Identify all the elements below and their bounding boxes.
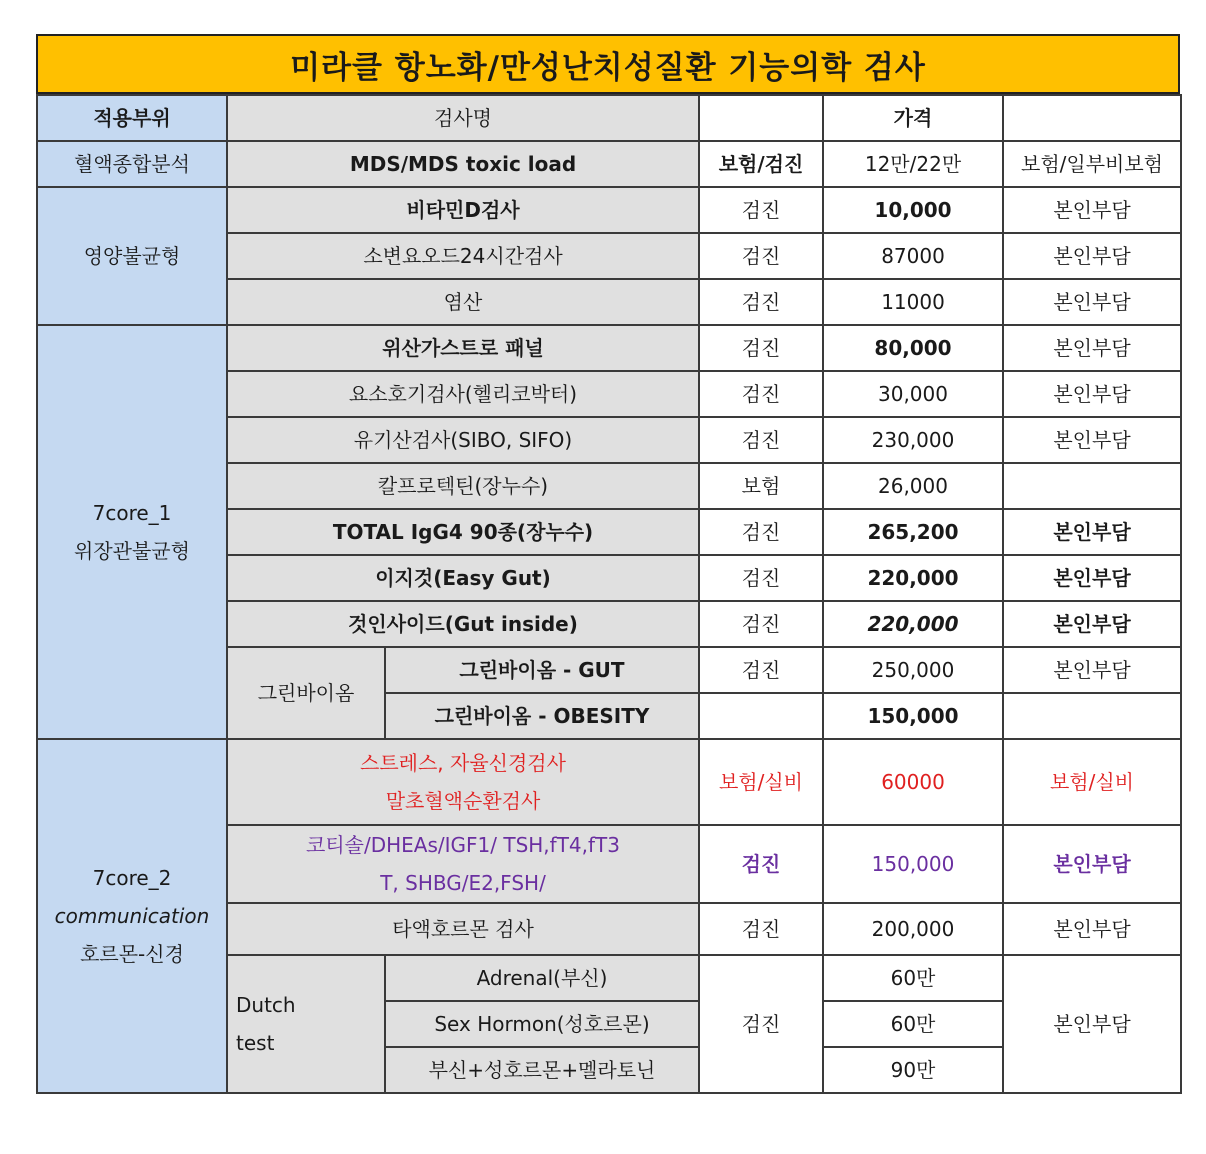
header-type [699, 95, 823, 141]
price-cell: 87000 [823, 233, 1003, 279]
pay-cell: 본인부담 [1003, 417, 1181, 463]
type-cell: 보험/실비 [699, 739, 823, 825]
pay-cell: 본인부담 [1003, 647, 1181, 693]
price-cell: 80,000 [823, 325, 1003, 371]
test-name-cell: Sex Hormon(성호르몬) [385, 1001, 699, 1047]
price-cell: 150,000 [823, 825, 1003, 903]
price-cell: 60만 [823, 955, 1003, 1001]
test-name-cell: 위산가스트로 패널 [227, 325, 699, 371]
price-cell: 60000 [823, 739, 1003, 825]
test-name-cell: 요소호기검사(헬리코박터) [227, 371, 699, 417]
test-name-cell: 소변요오드24시간검사 [227, 233, 699, 279]
type-cell: 검진 [699, 509, 823, 555]
test-name-cell: 타액호르몬 검사 [227, 903, 699, 955]
type-cell [699, 693, 823, 739]
type-cell: 검진 [699, 417, 823, 463]
table-row [37, 187, 1181, 233]
price-sheet [36, 34, 1180, 1094]
test-name-cell: TOTAL IgG4 90종(장누수) [227, 509, 699, 555]
type-cell: 검진 [699, 233, 823, 279]
test-name-cell: 칼프로텍틴(장누수) [227, 463, 699, 509]
price-cell: 230,000 [823, 417, 1003, 463]
type-cell: 보험/검진 [699, 141, 823, 187]
test-name-line: 말초혈액순환검사 [385, 789, 541, 813]
pay-cell: 본인부담 [1003, 279, 1181, 325]
area-label: 7core_1 [92, 501, 172, 525]
test-name-cell: 이지것(Easy Gut) [227, 555, 699, 601]
area-label: communication [54, 904, 210, 928]
price-cell: 11000 [823, 279, 1003, 325]
header-price: 가격 [823, 95, 1003, 141]
pay-cell: 본인부담 [1003, 233, 1181, 279]
test-name-cell: 것인사이드(Gut inside) [227, 601, 699, 647]
type-cell: 보험 [699, 463, 823, 509]
pay-cell [1003, 693, 1181, 739]
subgroup-label: test [236, 1031, 275, 1055]
header-test-name: 검사명 [227, 95, 699, 141]
type-cell: 검진 [699, 187, 823, 233]
price-cell: 200,000 [823, 903, 1003, 955]
pay-cell [1003, 463, 1181, 509]
table-row [37, 141, 1181, 187]
area-label: 7core_2 [92, 866, 172, 890]
price-cell: 220,000 [823, 555, 1003, 601]
sheet-title: 미라클 항노화/만성난치성질환 기능의학 검사 [36, 34, 1180, 94]
test-name-cell: 유기산검사(SIBO, SIFO) [227, 417, 699, 463]
price-cell: 30,000 [823, 371, 1003, 417]
test-name-cell: 비타민D검사 [227, 187, 699, 233]
test-name-cell: Adrenal(부신) [385, 955, 699, 1001]
price-cell: 26,000 [823, 463, 1003, 509]
test-name-line: T, SHBG/E2,FSH/ [380, 871, 546, 895]
area-cell: 혈액종합분석 [37, 141, 227, 187]
header-row [37, 95, 1181, 141]
header-area: 적용부위 [37, 95, 227, 141]
test-price-table [36, 94, 1182, 1094]
pay-cell: 본인부담 [1003, 825, 1181, 903]
subgroup-label: Dutch [236, 993, 296, 1017]
price-cell: 220,000 [823, 601, 1003, 647]
test-name-cell: MDS/MDS toxic load [227, 141, 699, 187]
table-row [37, 739, 1181, 825]
test-name-cell: 그린바이옴 - GUT [385, 647, 699, 693]
table-row [37, 325, 1181, 371]
pay-cell: 본인부담 [1003, 903, 1181, 955]
test-name-cell: 부신+성호르몬+멜라토닌 [385, 1047, 699, 1093]
type-cell: 검진 [699, 825, 823, 903]
area-cell [37, 325, 227, 739]
pay-cell: 본인부담 [1003, 509, 1181, 555]
test-name-line: 스트레스, 자율신경검사 [360, 751, 566, 775]
pay-cell: 보험/일부비보험 [1003, 141, 1181, 187]
type-cell: 검진 [699, 371, 823, 417]
pay-cell: 본인부담 [1003, 325, 1181, 371]
pay-cell: 본인부담 [1003, 555, 1181, 601]
header-payment [1003, 95, 1181, 141]
area-label: 위장관불균형 [74, 539, 190, 563]
test-name-cell [227, 825, 699, 903]
subgroup-cell [227, 955, 385, 1093]
price-cell: 10,000 [823, 187, 1003, 233]
price-cell: 150,000 [823, 693, 1003, 739]
price-cell: 60만 [823, 1001, 1003, 1047]
area-cell: 영양불균형 [37, 187, 227, 325]
test-name-cell: 그린바이옴 - OBESITY [385, 693, 699, 739]
type-cell: 검진 [699, 555, 823, 601]
pay-cell: 본인부담 [1003, 187, 1181, 233]
pay-cell: 본인부담 [1003, 371, 1181, 417]
subgroup-cell: 그린바이옴 [227, 647, 385, 739]
pay-cell: 본인부담 [1003, 601, 1181, 647]
test-name-cell [227, 739, 699, 825]
test-name-line: 코티솔/DHEAs/IGF1/ TSH,fT4,fT3 [306, 833, 620, 857]
price-cell: 250,000 [823, 647, 1003, 693]
type-cell: 검진 [699, 903, 823, 955]
type-cell: 검진 [699, 955, 823, 1093]
pay-cell: 보험/실비 [1003, 739, 1181, 825]
type-cell: 검진 [699, 325, 823, 371]
area-cell [37, 739, 227, 1093]
price-cell: 12만/22만 [823, 141, 1003, 187]
pay-cell: 본인부담 [1003, 955, 1181, 1093]
price-cell: 90만 [823, 1047, 1003, 1093]
area-label: 호르몬-신경 [80, 942, 184, 966]
type-cell: 검진 [699, 279, 823, 325]
type-cell: 검진 [699, 601, 823, 647]
price-cell: 265,200 [823, 509, 1003, 555]
type-cell: 검진 [699, 647, 823, 693]
test-name-cell: 염산 [227, 279, 699, 325]
